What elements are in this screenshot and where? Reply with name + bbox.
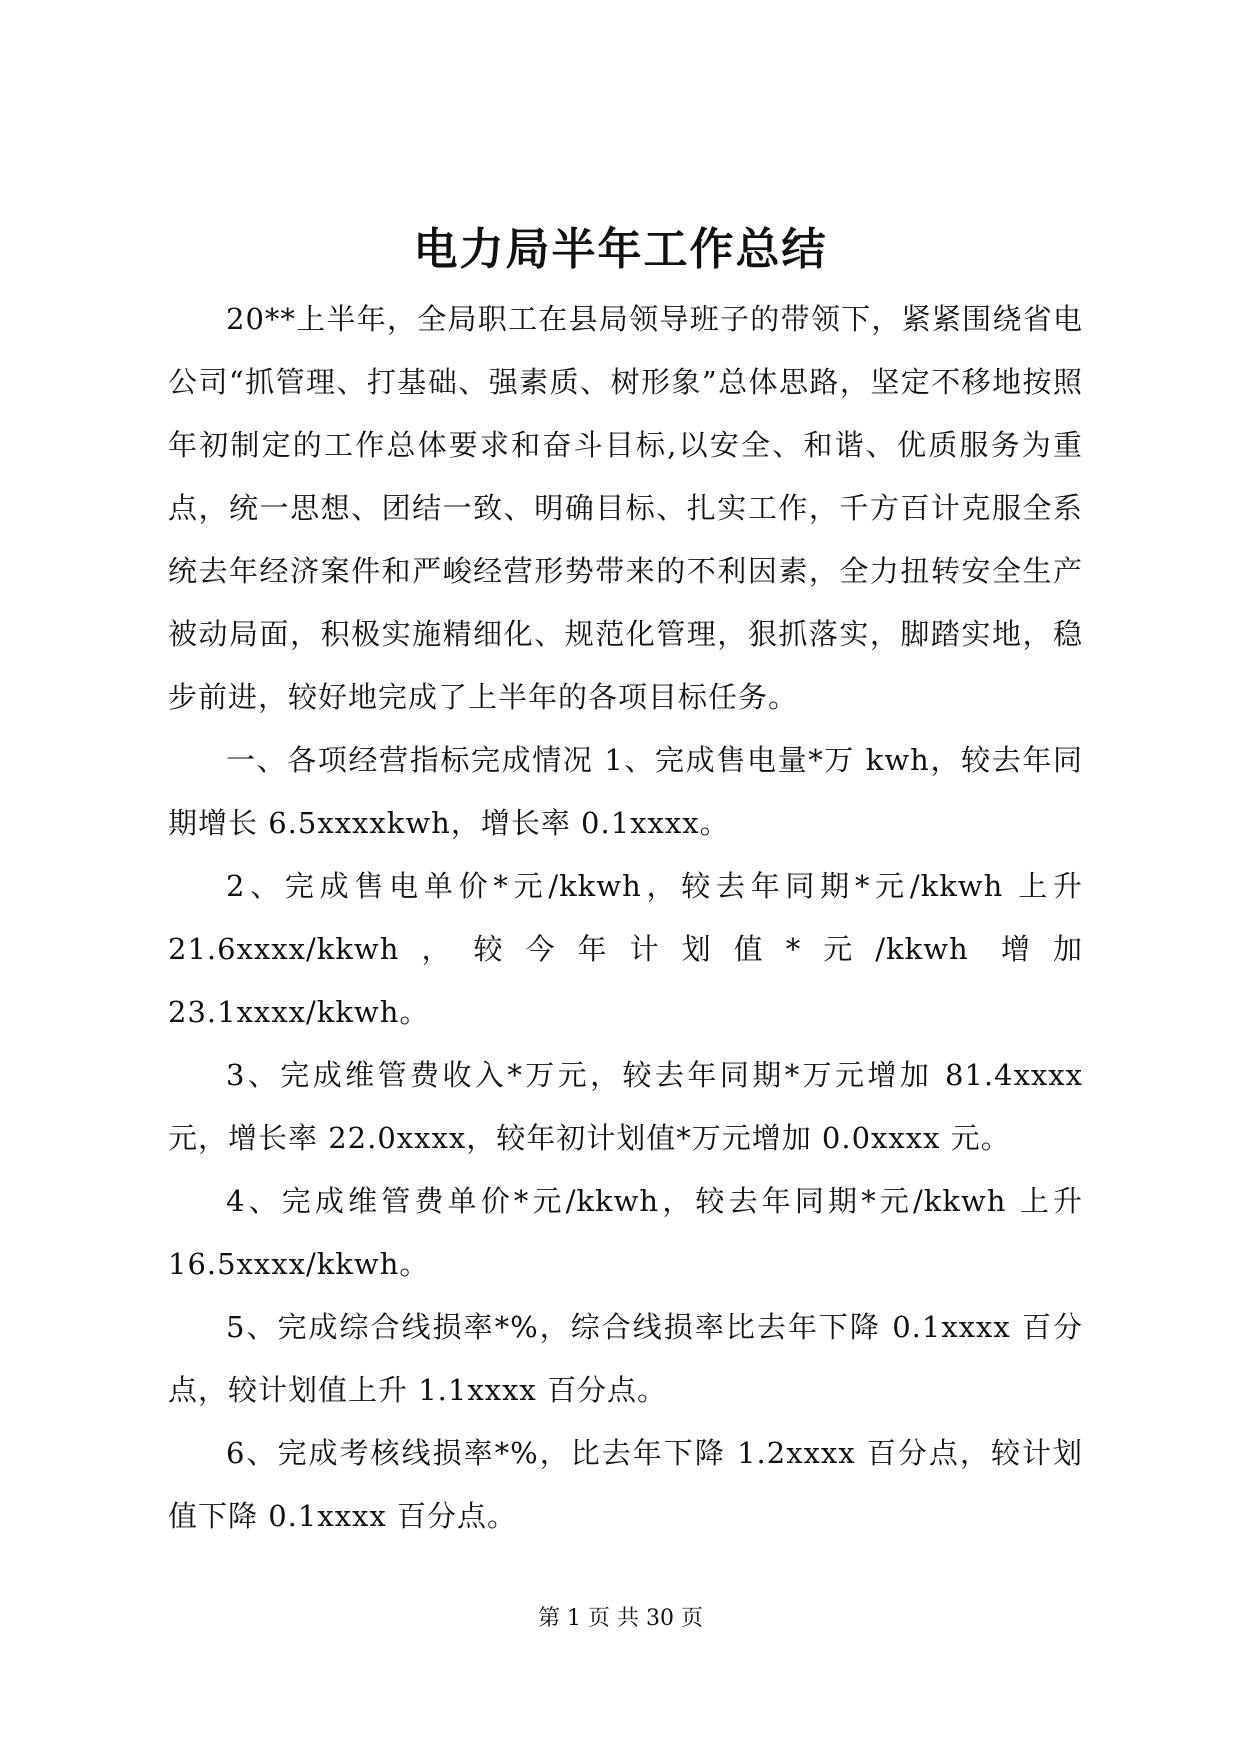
document-title: 电力局半年工作总结 — [413, 224, 828, 275]
item-3-paragraph: 3、完成维管费收入*万元，较去年同期*万元增加 81.4xxxx 元，增长率 22.0xxxx，较年初计划值*万元增加 0.0xxxx 元。 — [168, 1058, 1083, 1155]
item-5-paragraph: 5、完成综合线损率*%，综合线损率比去年下降 0.1xxxx 百分点，较计划值上升 1.1xxxx 百分点。 — [168, 1310, 1083, 1407]
item-1-paragraph: 一、各项经营指标完成情况 1、完成售电量*万 kwh，较去年同期增长 6.5xxxxkwh，增长率 0.1xxxx。 — [168, 743, 1083, 840]
intro-paragraph: 20**上半年，全局职工在县局领导班子的带领下，紧紧围绕省电公司“抓管理、打基础、强素质、树形象”总体思路，坚定不移地按照年初制定的工作总体要求和奋斗目标,以安全、和谐、优质服务为重点，统一思想、团结一致、明确目标、扎实工作，千方百计克服全系统去年经济案件和严峻经营形势带来的不利因素，全力扭转安全生产被动局面，积极实施精细化、规范化管理，狠抓落实，脚踏实地，稳步前进，较好地完成了上半年的各项目标任务。 — [168, 302, 1083, 714]
item-6-paragraph: 6、完成考核线损率*%，比去年下降 1.2xxxx 百分点，较计划值下降 0.1xxxx 百分点。 — [168, 1436, 1083, 1533]
item-2-paragraph: 2、完成售电单价*元/kkwh，较去年同期*元/kkwh 上升 21.6xxxx/kkwh，较今年计划值*元/kkwh 增加 23.1xxxx/kkwh。 — [168, 869, 1083, 1029]
item-4-paragraph: 4、完成维管费单价*元/kkwh，较去年同期*元/kkwh 上升 16.5xxxx/kkwh。 — [168, 1184, 1083, 1281]
document-body — [168, 288, 1083, 1548]
page-number-footer: 第 1 页 共 30 页 — [538, 1606, 703, 1631]
